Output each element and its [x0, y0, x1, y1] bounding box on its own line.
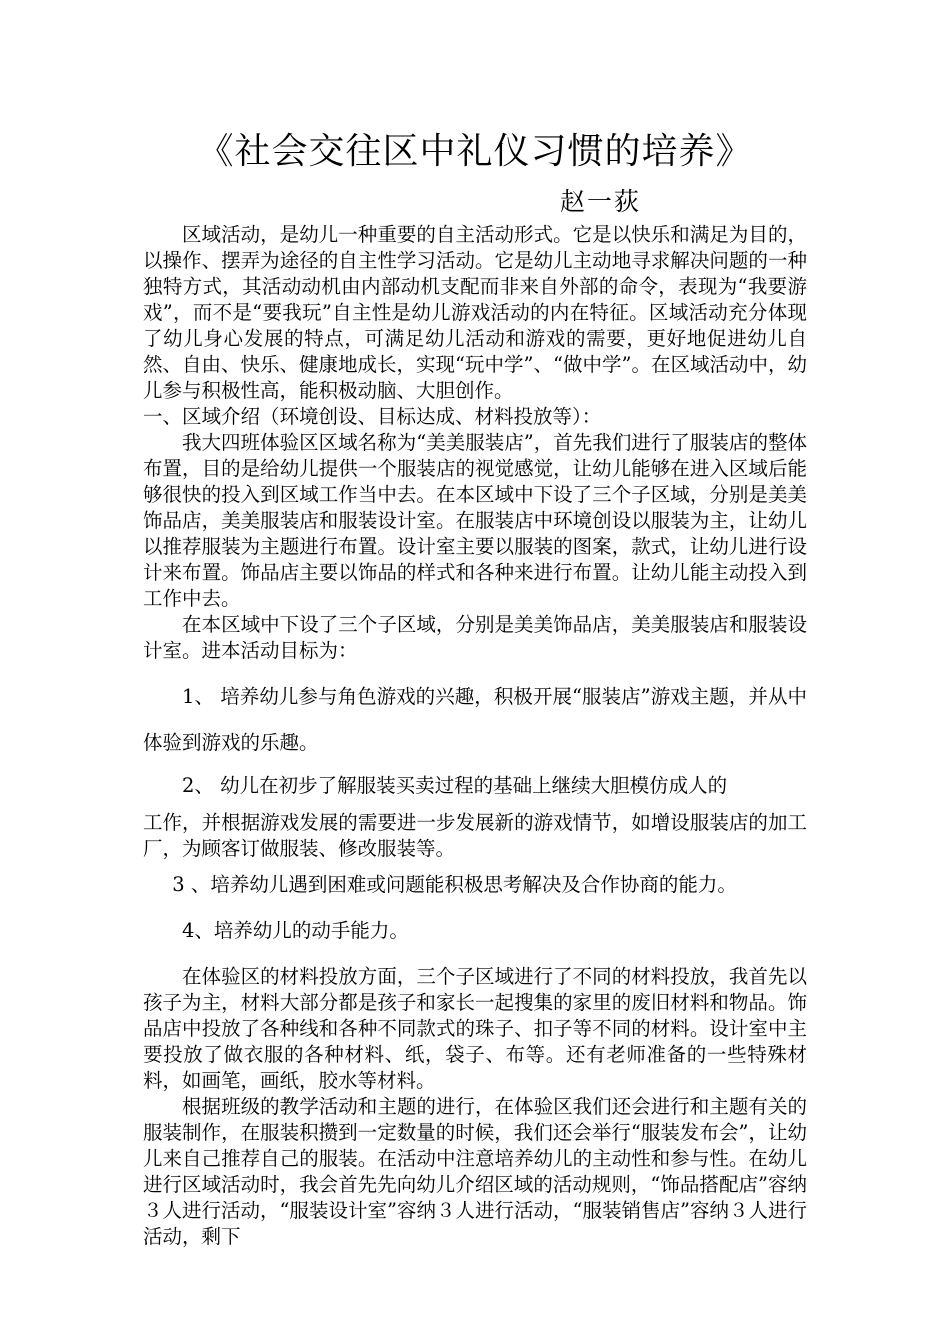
goal-item-3: 3 、培养幼儿遇到困难或问题能积极思考解决及合作协商的能力。: [172, 873, 737, 896]
document-title: 《社会交往区中礼仪习惯的培养》: [197, 131, 753, 172]
goal-item-1: 1、 培养幼儿参与角色游戏的兴趣，积极开展“服装店”游戏主题，并从中体验到游戏的乐趣。: [143, 685, 807, 754]
goal-item-4: 4、培养幼儿的动手能力。: [182, 919, 409, 942]
activities-paragraph: 根据班级的教学活动和主题的进行，在体验区我们还会进行和主题有关的服装制作，在服装积攒到一定数量的时候，我们还会举行“服装发布会”，让幼儿来自己推荐自己的服装。在活动中注意培养幼儿的主动性和参与性。在幼儿进行区域活动时，我会首先先向幼儿介绍区域的活动规则，“饰品搭配店”容纳３人进行活动，“服装设计室”容纳３人进行活动，“服装销售店”容纳３人进行活动，剩下: [143, 1095, 807, 1248]
goal-item-2: 2、 幼儿在初步了解服装买卖过程的基础上继续大胆模仿成人的: [182, 774, 728, 797]
goal-item-2-continued: 工作，并根据游戏发展的需要进一步发展新的游戏情节，如增设服装店的加工厂，为顾客订做服装、修改服装等。: [143, 811, 807, 860]
goals-intro-paragraph: 在本区域中下设了三个子区域，分别是美美饰品店，美美服装店和服装设计室。进本活动目标为：: [143, 613, 807, 662]
section-heading: 一、区域介绍（环境创设、目标达成、材料投放等）：: [143, 405, 602, 428]
document-body: [143, 222, 807, 1250]
intro-paragraph: 区域活动，是幼儿一种重要的自主活动形式。它是以快乐和满足为目的，以操作、摆弄为途径的自主性学习活动。它是幼儿主动地寻求解决问题的一种独特方式，其活动动机由内部动机支配而非来自外部的命令，表现为“我要游戏”，而不是“要我玩”自主性是幼儿游戏活动的内在特征。区域活动充分体现了幼儿身心发展的特点，可满足幼儿活动和游戏的需要，更好地促进幼儿自然、自由、快乐、健康地成长，实现“玩中学”、“做中学”。在区域活动中，幼儿参与积极性高，能积极动脑、大胆创作。: [143, 223, 807, 402]
author-name: 赵一荻: [560, 187, 642, 216]
materials-paragraph: 在体验区的材料投放方面，三个子区域进行了不同的材料投放，我首先以孩子为主，材料大部分都是孩子和家长一起搜集的家里的废旧材料和物品。饰品店中投放了各种线和各种不同款式的珠子、扣子等不同的材料。设计室中主要投放了做衣服的各种材料、纸，袋子、布等。还有老师准备的一些特殊材料，如画笔，画纸，胶水等材料。: [143, 965, 807, 1092]
area-intro-paragraph: 我大四班体验区区域名称为“美美服装店”，首先我们进行了服装店的整体布置，目的是给幼儿提供一个服装店的视觉感觉，让幼儿能够在进入区域后能够很快的投入到区域工作当中去。在本区域中下设了三个子区域，分别是美美饰品店，美美服装店和服装设计室。在服装店中环境创设以服装为主，让幼儿以推荐服装为主题进行布置。设计室主要以服装的图案，款式，让幼儿进行设计来布置。饰品店主要以饰品的样式和各种来进行布置。让幼儿能主动投入到工作中去。: [143, 431, 807, 610]
